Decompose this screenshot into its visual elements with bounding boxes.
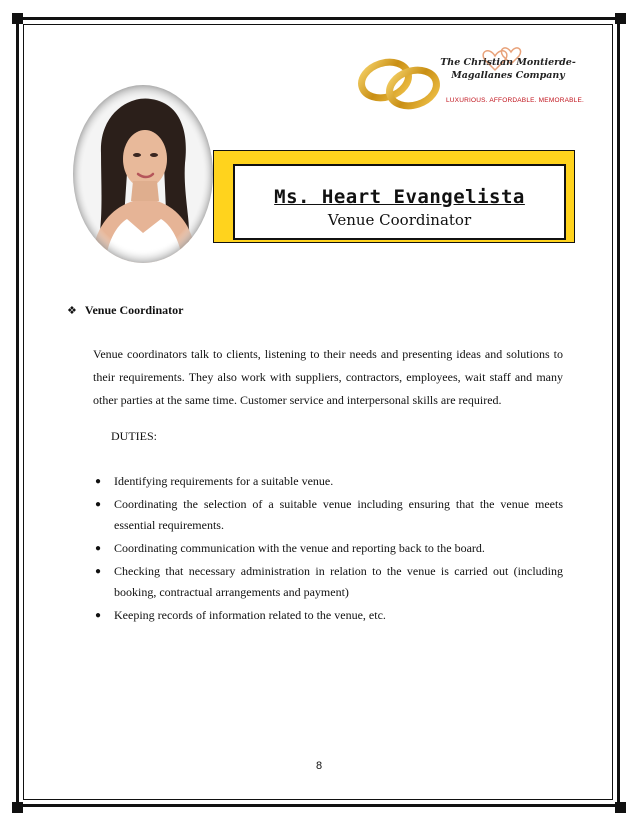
list-item	[93, 605, 563, 626]
duty-text: Identifying requirements for a suitable venue.	[114, 474, 334, 488]
bullet-icon: ●	[95, 499, 102, 510]
name-banner	[213, 150, 575, 243]
profile-name: Ms. Heart Evangelista	[274, 186, 525, 208]
company-name: The Christian Montierde-Magallanes Company	[440, 57, 576, 81]
duty-text: Keeping records of information related to the venue, etc.	[114, 608, 386, 622]
duties-list	[93, 471, 563, 628]
list-item	[93, 471, 563, 492]
bullet-icon: ●	[95, 566, 102, 577]
company-tagline: LUXURIOUS. AFFORDABLE. MEMORABLE.	[445, 97, 585, 104]
bullet-icon: ●	[95, 476, 102, 487]
duties-label: DUTIES:	[111, 429, 157, 443]
company-logo	[355, 40, 585, 120]
diamond-bullet-icon: ❖	[67, 305, 77, 317]
profile-photo	[71, 83, 215, 266]
bullet-icon: ●	[95, 610, 102, 621]
duty-text: Checking that necessary administration in relation to the venue is carried out (including booking, contractual arrangements and payment)	[114, 564, 563, 599]
section-heading-text: Venue Coordinator	[84, 303, 184, 317]
list-item	[93, 494, 563, 536]
duty-text: Coordinating the selection of a suitable venue including ensuring that the venue meets essential requirements.	[114, 497, 563, 532]
name-banner-box	[233, 164, 566, 240]
border-corner-bottom-right	[615, 802, 626, 813]
border-corner-bottom-left	[12, 802, 23, 813]
border-corner-top-left	[12, 13, 23, 24]
intro-paragraph: Venue coordinators talk to clients, listening to their needs and presenting ideas and solutions to their requirements. They also work with suppliers, contractors, employees, wait staff and many other parties at the same time. Customer service and interpersonal skills are required.	[93, 347, 563, 407]
border-corner-top-right	[615, 13, 626, 24]
list-item	[93, 538, 563, 559]
bullet-icon: ●	[95, 543, 102, 554]
profile-role: Venue Coordinator	[327, 211, 472, 229]
list-item	[93, 561, 563, 603]
duty-text: Coordinating communication with the venue and reporting back to the board.	[114, 541, 485, 555]
section-heading	[67, 303, 183, 318]
page-number: 8	[315, 760, 323, 772]
